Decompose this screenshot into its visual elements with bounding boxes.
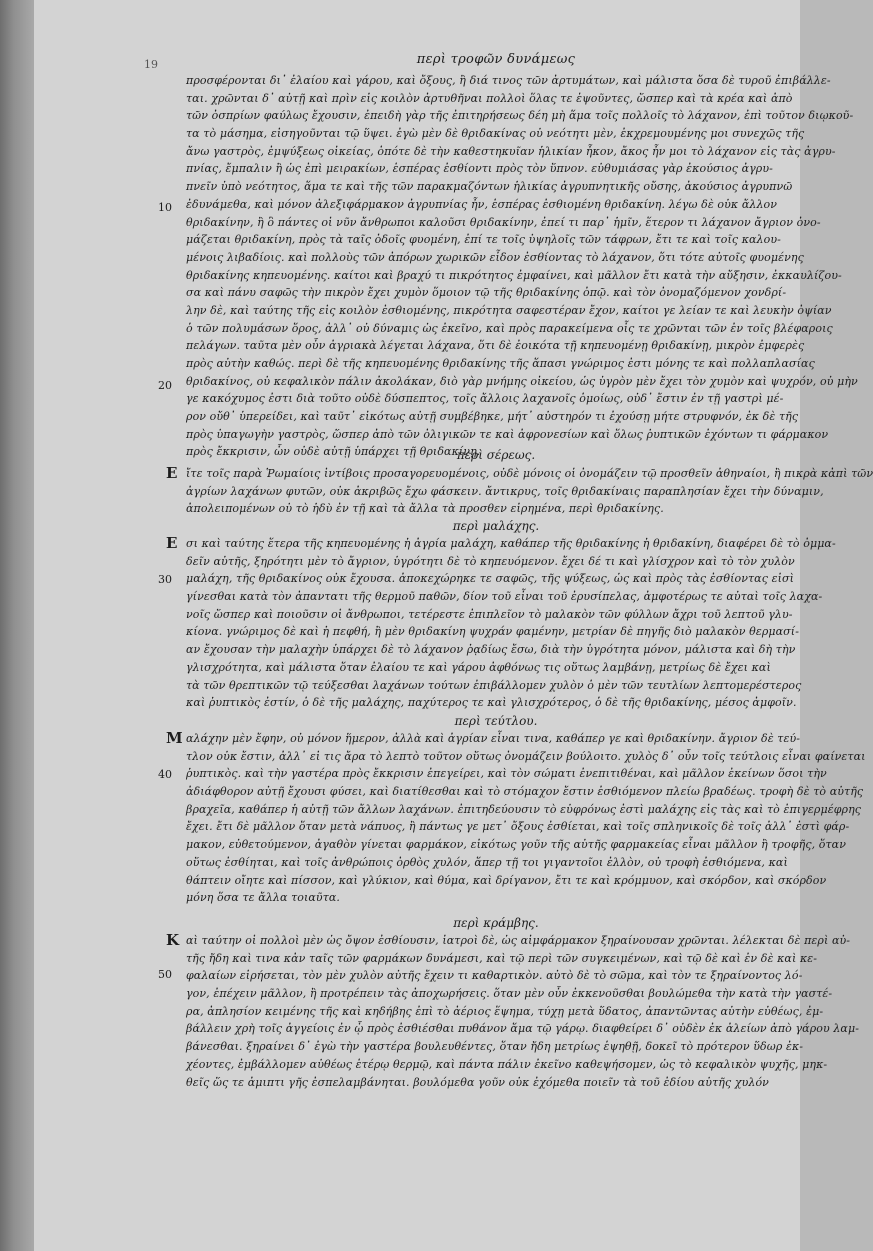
section-heading: περὶ τεύτλου. (454, 714, 538, 728)
text-line: αλάχην μὲν ἔφην, οὐ μόνον ἥμερον, ἀλλὰ καὶ ἀγρίαν εἶναι τινα, καθάπερ γε καὶ θριδακίνην. ἄγριον δὲ τεύ- (186, 732, 801, 745)
text-line: τῶν ὀσπρίων φαύλως ἔχουσιν, ἐπειδὴ γὰρ τῆς ἐπιτηρήσεως δέη μὴ ἅμα τοῖς πολλοῖς τὸ λάχανον, ἐπὶ τοῦτον διῳκοῦ- (186, 109, 854, 123)
text-line: ρον οὔθ᾽ ὑπερείδει, καὶ ταῦτ᾽ εἰκότως αὐτῇ συμβέβηκε, μήτ᾽ αὐστηρόν τι ἐχούσῃ μήτε στρυφνόν, ἐκ δὲ τῆς (186, 410, 799, 424)
initial-letter: Ε (166, 464, 178, 482)
text-line: σι καὶ ταύτης ἕτερα τῆς κηπευομένης ἡ ἀγρία μαλάχη, καθάπερ τῆς θριδακίνης ἡ θριδακίνη, διαφέρει δὲ τὸ ὀμμα- (186, 537, 836, 550)
text-line: χέοντες, ἐμβάλλομεν αὐθέως ἑτέρῳ θερμῷ, καὶ πάντα πάλιν ἐκεῖνο καθεψήσομεν, ὡς τὸ κεφαλικὸν ψυχῆς, μηκ- (186, 1057, 828, 1071)
text-line: δεῖν αὐτῆς, ξηρότητι μὲν τὸ ἄγριον, ὑγρότητι δὲ τὸ κηπευόμενον. ἔχει δέ τι καὶ γλίσχρον καὶ τὸ τὸν χυλὸν (186, 554, 795, 568)
text-line: σα καὶ πάνυ σαφῶς τὴν πικρὸν ἔχει χυμὸν ὅμοιον τῷ τῆς θριδακίνης ὀπῷ. καὶ τὸν ὀνομαζόμενον χονδρί- (186, 286, 787, 300)
text-line: τα τὸ μάσημα, εἰσηγοῦνται τῷ ὕψει. ἐγὼ μὲν δὲ θριδακίνας οὐ νεότητι μὲν, ἐκχρεμουμένης μοι συνεχῶς τῆς (186, 127, 805, 141)
text-line: θριδακίνην, ἢ ὃ πάντες οἱ νῦν ἄνθρωποι καλοῦσι θριδακίνην, ἐπεί τι παρ᾽ ἡμῖν, ἕτερον τι λάχανον ἄγριον ὀνο- (186, 215, 821, 229)
text-line: ἄνω γαστρὸς, ἐμψύξεως οἰκείας, ὁπότε δὲ τὴν καθεστηκυῖαν ἡλικίαν ἦκον, ἄκος ἦν μοι τὸ λάχανον εἰς τὰς ἀγρυ- (186, 144, 836, 158)
text-line: μάζεται θριδακίνη, πρὸς τὰ ταῖς ὁδοῖς φυομένη, ἐπί τε τοῖς ὑψηλοῖς τῶν τάφρων, ἔτι τε καὶ τοῖς καλου- (186, 233, 781, 247)
initial-letter: Κ (166, 931, 180, 949)
text-line: γον, ἐπέχειν μᾶλλον, ἢ προτρέπειν τὰς ἀποχωρήσεις. ὅταν μὲν οὖν ἐκκενοῦσθαι βουλώμεθα τὴν κατὰ τὴν γαστέ- (186, 987, 833, 1001)
text-line: φαλαίων εἰρήσεται, τὸν μὲν χυλὸν αὐτῆς ἔχειν τι καθαρτικὸν. αὐτὸ δὲ τὸ σῶμα, καὶ τὸν τε ξηραίνοντος λό- (186, 969, 803, 983)
text-line: θεῖς ὥς τε ἀμιπτι γῆς ἐσπελαμβάνηται. βουλόμεθα γοῦν οὐκ ἐχόμεθα ποιεῖν τὰ τοῦ ἐδίου αὐτῆς χυλόν (186, 1075, 769, 1089)
section-body (186, 465, 873, 518)
text-line: θάπτειν οἴητε καὶ πίσσον, καὶ γλύκιον, καὶ θύμα, καὶ δρίγανον, ἔτι τε καὶ κρόμμυον, καὶ σκόρδον, καὶ σκόρδον (186, 873, 827, 887)
text-line: μαλάχη, τῆς θριδακίνος οὐκ ἔχουσα. ἀποκεχώρηκε τε σαφῶς, τῆς ψύξεως, ὡς καὶ πρὸς τὰς ἐσθίοντας εἰσὶ (186, 572, 795, 586)
text-line: μένοις λιβαδίοις. καὶ πολλοὺς τῶν ἀπόρων χωρικῶν εἶδον ἐσθίοντας τὸ λάχανον, ὅτι τότε αὐτοῖς φυομένης (186, 250, 804, 264)
text-line: βάνεσθαι. ξηραίνει δ᾽ ἐγὼ τὴν γαστέρα βουλευθέντες, ὅταν ἤδη μετρίως ἑψηθῇ, δοκεῖ τὸ πρότερον ὕδωρ ἐκ- (186, 1040, 804, 1054)
section-heading: περὶ κράμβης. (453, 916, 539, 930)
text-line: κίονα. γνώριμος δὲ καὶ ἡ πεφθή, ἢ μὲν θριδακίνη ψυχράν φαμένην, μετρίαν δὲ πηγῆς διὸ μαλακὸν θερμασί- (186, 625, 800, 639)
text-line: τλον οὐκ ἔστιν, ἀλλ᾽ εἰ τις ἄρα τὸ λεπτὸ τοῦτον οὕτως ὀνομάζειν βούλοιτο. χυλὸς δ᾽ οὖν τοῖς τεύτλοις εἶναι φαίνεται (186, 749, 866, 763)
running-head: περὶ τροφῶν δυνάμεως (416, 52, 576, 67)
line-number-40: 40 (158, 768, 172, 781)
text-line: θριδακίνης κηπευομένης. καίτοι καὶ βραχύ τι πικρότητος ἐμφαίνει, καὶ μᾶλλον ἔτι κατὰ τὴν αὔξησιν, ἐκκαυλίζου- (186, 268, 842, 282)
text-line: ἀπολειπομένων οὐ τὸ ἡδὺ ἐν τῇ καὶ τὰ ἄλλα τὰ προσθεν εἰρημένα, περὶ θριδακίνης. (186, 502, 664, 516)
section-heading: περὶ μαλάχης. (452, 519, 540, 533)
section-body (186, 730, 866, 907)
text-line: ρα, ἀπλησίον κειμένης τῆς καὶ κηδήβης ἐπὶ τὸ ἀέριος ἕψημα, τύχῃ μετὰ ὕδατος, ἀπαντῶντας αὐτὴν εὐθέως, ἐμ- (186, 1004, 824, 1018)
text-line: ὁ τῶν πολυμάσων ὅρος, ἀλλ᾽ οὐ δύναμις ὡς ἐκεῖνο, καὶ πρὸς παρακείμενα οἷς τε χρῶνται τῶν ἐν τοῖς βλέφαροις (186, 321, 833, 335)
text-line: ται. χρῶνται δ᾽ αὐτῇ καὶ πρὶν εἰς κοιλὸν ἀρτυθῆναι πολλοὶ ὅλας τε ἑψοῦντες, ὥσπερ καὶ τὰ κρέα καὶ ἀπὸ (186, 91, 793, 105)
section-body (186, 932, 860, 1091)
text-line: ἔχει. ἔτι δὲ μᾶλλον ὅταν μετὰ νάπυος, ἢ πάντως γε μετ᾽ ὄξους ἐσθίεται, καὶ τοῖς σπληνικοῖς δὲ τοῖς ἀλλ᾽ ἐστὶ φάρ- (186, 820, 850, 834)
text-line: τὰ τῶν θρεπτικῶν τῷ τεύξεσθαι λαχάνων τούτων ἐπιβάλλομεν χυλὸν ὁ μὲν τῶν τευτλίων λεπτομερέστερος (186, 678, 802, 692)
text-line: πελάγων. ταῦτα μὲν οὖν ἀγριακὰ λέγεται λάχανα, ὅτι δὲ ἐοικότα τῇ κηπευομένῃ θριδακίνῃ, μικρὸν ἐμφερὲς (186, 339, 805, 353)
text-line: καὶ ῥυπτικὸς ἐστίν, ὁ δὲ τῆς μαλάχης, παχύτερος τε καὶ γλισχρότερος, ὁ δὲ τῆς θριδακίνης, μέσος ἀμφοῖν. (186, 696, 797, 710)
text-line: ἐδυνάμεθα, καὶ μόνον ἀλεξιφάρμακον ἀγρυπνίας ἦν, ἑσπέρας ἐσθιομένη θριδακίνη. λέγω δὲ οὐκ ἄλλον (186, 197, 778, 211)
text-line: γε κακόχυμος ἐστι διὰ τοῦτο οὐδὲ δύσπεπτος, τοῖς ἄλλοις λαχανοῖς ὁμοίως, οὐδ᾽ ἔστιν ἐν τῇ γαστρὶ μέ- (186, 392, 784, 406)
text-line: γίνεσθαι κατὰ τὸν ἀπαντατι τῆς θερμοῦ παθῶν, δίον τοῦ εἶναι τοῦ ἐρυσίπελας, ἀμφοτέρως τε αὐταὶ τοῖς λαχα- (186, 590, 823, 604)
text-line: πνεῖν ὑπὸ νεότητος, ἅμα τε καὶ τῆς τῶν παρακμαζόντων ἡλικίας ἀγρυπνητικῆς οὔσης, ἀκούσιος ἀγρυπνῶ (186, 180, 793, 194)
line-number-50: 50 (158, 968, 172, 981)
page-number: 19 (144, 58, 158, 71)
section-body (186, 535, 836, 712)
scanned-page (34, 0, 873, 1251)
initial-letter: Μ (166, 729, 183, 747)
text-line: αὶ ταύτην οἱ πολλοὶ μὲν ὡς ὄψον ἐσθίουσιν, ἰατροὶ δὲ, ὡς αἰμφάρμακον ξηραίνουσαν χρῶνται. λέλεκται δὲ περὶ αὐ- (186, 934, 851, 947)
text-line: βραχεῖα, καθάπερ ἡ αὐτῇ τῶν ἄλλων λαχάνων. ἐπιτηδεύουσιν τὸ εὐφρόνως ἐστὶ μαλάχης εἰς τὰς καὶ τὸ ἐπιγερμέφρης (186, 802, 862, 816)
text-line: ἀγρίων λαχάνων φυτῶν, οὐκ ἀκριβῶς ἔχω φάσκειν. ἄντικρυς, τοῖς θριδακίναις παραπλησίαν ἔχει τὴν δύναμιν, (186, 484, 824, 498)
line-number-30: 30 (158, 573, 172, 586)
text-line: βάλλειν χρὴ τοῖς ἀγγείοις ἐν ᾧ πρὸς ἐσθιέσθαι πυθάνον ἅμα τῷ γάρῳ. διαφθείρει δ᾽ οὐδὲν ἐκ ἀλείων ἀπὸ γάρου λαμ- (186, 1022, 860, 1036)
text-line: ἀδιάφθορον αὐτῇ ἔχουσι φύσει, καὶ διατίθεσθαι καὶ τὸ στόμαχον ἔστιν ἐσθιόμενον πλείω βραδέως. τροφὴ δὲ τὸ αὐτῆς (186, 785, 864, 799)
text-line: πνίας, ἔμπαλιν ἢ ὡς ἐπὶ μειρακίων, ἑσπέρας ἐσθίοντι πρὸς τὸν ὕπνον. εὐθυμιάσας γὰρ ἐκούσιος ἀγρυ- (186, 162, 773, 176)
text-line: πρὸς ὑπαγωγὴν γαστρὸς, ὥσπερ ἀπὸ τῶν ὀλιγικῶν τε καὶ ἀφρονεσίων καὶ ὅλως ῥυπτικῶν ἐχόντων τι φάρμακον (186, 427, 829, 441)
text-line: λην δὲ, καὶ ταύτης τῆς εἰς κοιλὸν ἐσθιομένης, πικρότητα σαφεστέραν ἔχον, καίτοι γε λείαν τε καὶ λευκὴν ὀψίαν (186, 303, 832, 317)
text-line: θριδακίνος, οὐ κεφαλικὸν πάλιν ἀκολάκαν, διὸ γὰρ μνήμης οἰκείου, ὡς ὑγρὸν μὲν ἔχει τὸν χυμὸν καὶ ψυχρόν, οὐ μὴν (186, 374, 858, 388)
section-body (186, 72, 858, 461)
text-line: τῆς ἤδη καὶ τινα κἀν ταῖς τῶν φαρμάκων δυνάμεσι, καὶ τῷ περὶ τῶν συγκειμένων, καὶ τῷ δὲ καὶ ἐν δὲ καὶ κε- (186, 951, 818, 965)
book-spine-shadow (0, 0, 34, 1251)
text-line: οὕτως ἐσθίηται, καὶ τοῖς ἀνθρώποις ὀρθὸς χυλόν, ἅπερ τῇ τοι γιγαντοῖοι ἐλλὸν, οὐ τροφὴ ἐσθιόμενα, καὶ (186, 855, 788, 869)
text-line: γλισχρότητα, καὶ μάλιστα ὅταν ἐλαίου τε καὶ γάρου ἀφθόνως τις οὕτως λαμβάνῃ, μετρίως δὲ ἔχει καὶ (186, 660, 771, 674)
initial-letter: Ε (166, 534, 178, 552)
line-number-10: 10 (158, 201, 172, 214)
text-line: νοῖς ὥσπερ καὶ ποιοῦσιν οἱ ἄνθρωποι, τετέρεστε ἐπιπλεῖον τὸ μαλακὸν τῶν φύλλων ἄχρι τοῦ λεπτοῦ γλυ- (186, 607, 793, 621)
text-area (158, 52, 873, 1144)
text-line: αν ἔχουσαν τὴν μαλαχὴν ὑπάρχει δὲ τὸ λάχανον ῥᾳδίως ἔσω, διὰ τὴν ὑγρότητα μόνον, μάλιστα καὶ δὴ τὴν (186, 643, 796, 657)
text-line: πρὸς αὐτὴν καθώς. περὶ δὲ τῆς κηπευομένης θριδακίνης τῆς ἅπασι γνώριμος ἐστι μόνης τε καὶ πολλαπλασίας (186, 357, 815, 370)
text-line: ῥυπτικὸς. καὶ τὴν γαστέρα πρὸς ἔκκρισιν ἐπεγείρει, καὶ τὸν σώματι ἐνεπιτιθέναι, καὶ μᾶλλον ἐκείνων ὅσοι τὴν (186, 767, 827, 781)
text-line: πρὸς ἔκκρισιν, ὧν οὐδὲ αὐτῇ ὑπάρχει τῇ θριδακίνῃ. (186, 445, 481, 459)
text-line: ἴτε τοῖς παρὰ Ῥωμαίοις ἰντίβοις προσαγορευομένοις, οὐδὲ μόνοις οἱ ὀνομάζειν τῷ προσθεῖν ἀθηναίοι, ἢ πικρὰ κἀπὶ τῶν (186, 467, 873, 480)
text-line: μακον, εὐθετούμενον, ἀγαθὸν γίνεται φαρμάκον, εἰκότως γοῦν τῆς αὐτῆς φαρμακείας εἶναι μᾶλλον ἢ τροφῆς, ὅταν (186, 838, 846, 852)
text-line: προσφέρονται δι᾽ ἐλαίου καὶ γάρου, καὶ ὄξους, ἢ διά τινος τῶν ἀρτυμάτων, καὶ μάλιστα ὅσα δὲ τυροῦ ἐπιβάλλε- (186, 74, 831, 87)
text-line: μόνη ὅσα τε ἄλλα τοιαῦτα. (186, 891, 341, 905)
line-number-20: 20 (158, 379, 172, 392)
section-heading: περὶ σέρεως. (456, 448, 536, 462)
